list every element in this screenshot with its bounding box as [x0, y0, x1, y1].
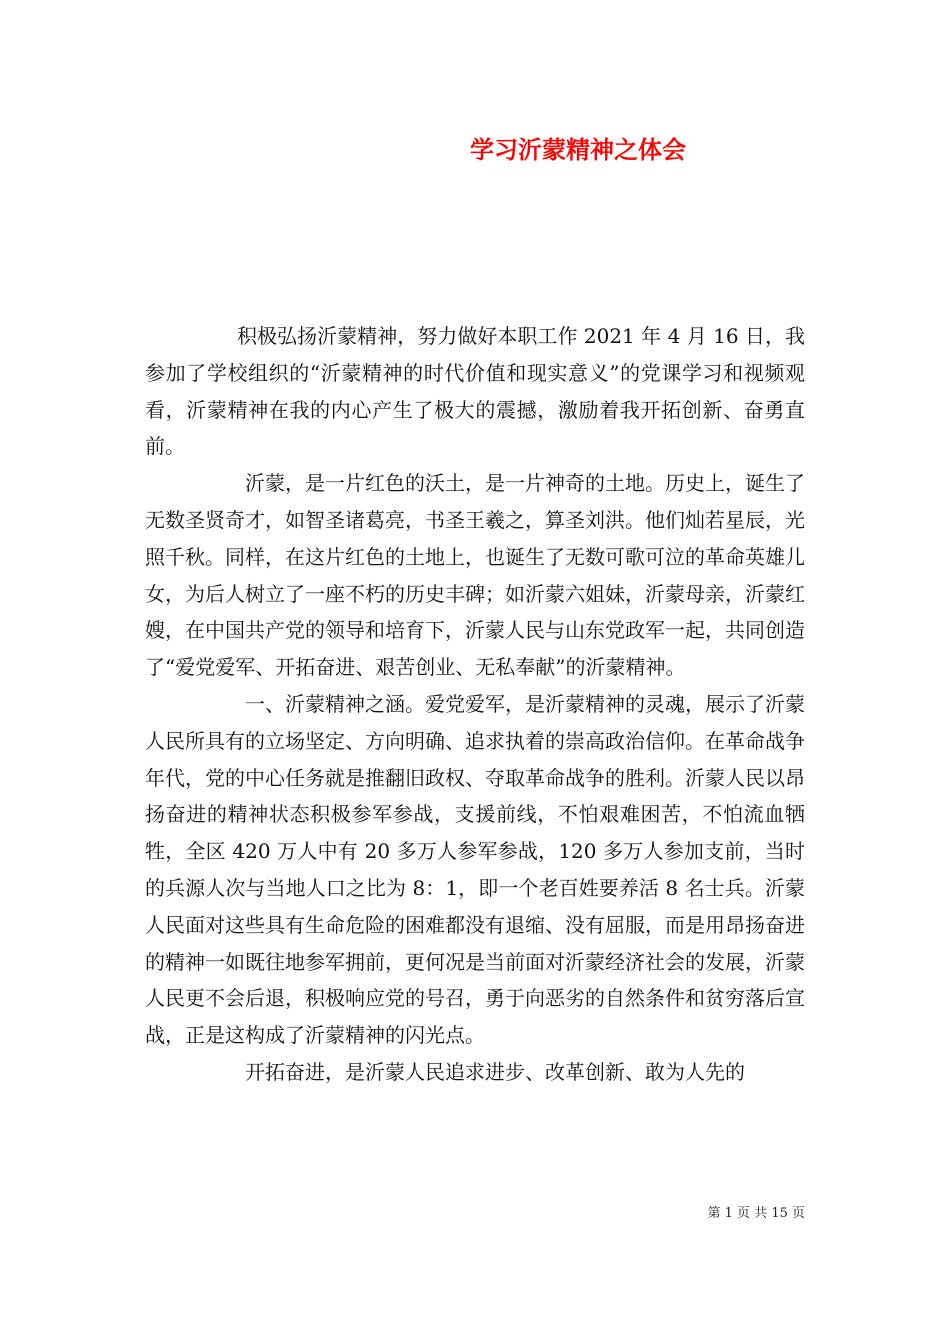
paragraph-1: 积极弘扬沂蒙精神，努力做好本职工作 2021 年 4 月 16 日，我参加了学校组织的“沂蒙精神的时代价值和现实意义”的党课学习和视频观看，沂蒙精神在我的内心产生了极大的震撼，激励着我开拓创新、奋勇直前。 [145, 324, 805, 459]
paragraph-4: 开拓奋进，是沂蒙人民追求进步、改革创新、敢为人先的 [245, 1059, 745, 1084]
document-body [145, 318, 805, 1091]
document-title: 学习沂蒙精神之体会 [470, 135, 686, 164]
paragraph-2: 沂蒙，是一片红色的沃土，是一片神奇的土地。历史上，诞生了无数圣贤奇才，如智圣诸葛亮，书圣王羲之，算圣刘洪。他们灿若星辰，光照千秋。同样，在这片红色的土地上，也诞生了无数可歌可泣的革命英雄儿女，为后人树立了一座不朽的历史丰碑；如沂蒙六姐妹，沂蒙母亲，沂蒙红嫂，在中国共产党的领导和培育下，沂蒙人民与山东党政军一起，共同创造了“爱党爱军、开拓奋进、艰苦创业、无私奉献”的沂蒙精神。 [145, 471, 805, 680]
page-number-footer: 第 1 页 共 15 页 [707, 1206, 805, 1221]
paragraph-3: 一、沂蒙精神之涵。爱党爱军，是沂蒙精神的灵魂，展示了沂蒙人民所具有的立场坚定、方向明确、追求执着的崇高政治信仰。在革命战争年代，党的中心任务就是推翻旧政权、夺取革命战争的胜利。沂蒙人民以昂扬奋进的精神状态积极参军参战，支援前线，不怕艰难困苦，不怕流血牺牲，全区 420 万人中有 20 多万人参军参战，120 多万人参加支前，当时的兵源人次与当地人口之比为 8：1，即一个老百姓要养活 8 名士兵。沂蒙人民面对这些具有生命危险的困难都没有退缩、没有屈服，而是用昂扬奋进的精神一如既往地参军拥前，更何况是当前面对沂蒙经济社会的发展，沂蒙人民更不会后退，积极响应党的号召，勇于向恶劣的自然条件和贫穷落后宣战，正是这构成了沂蒙精神的闪光点。 [145, 691, 805, 1048]
